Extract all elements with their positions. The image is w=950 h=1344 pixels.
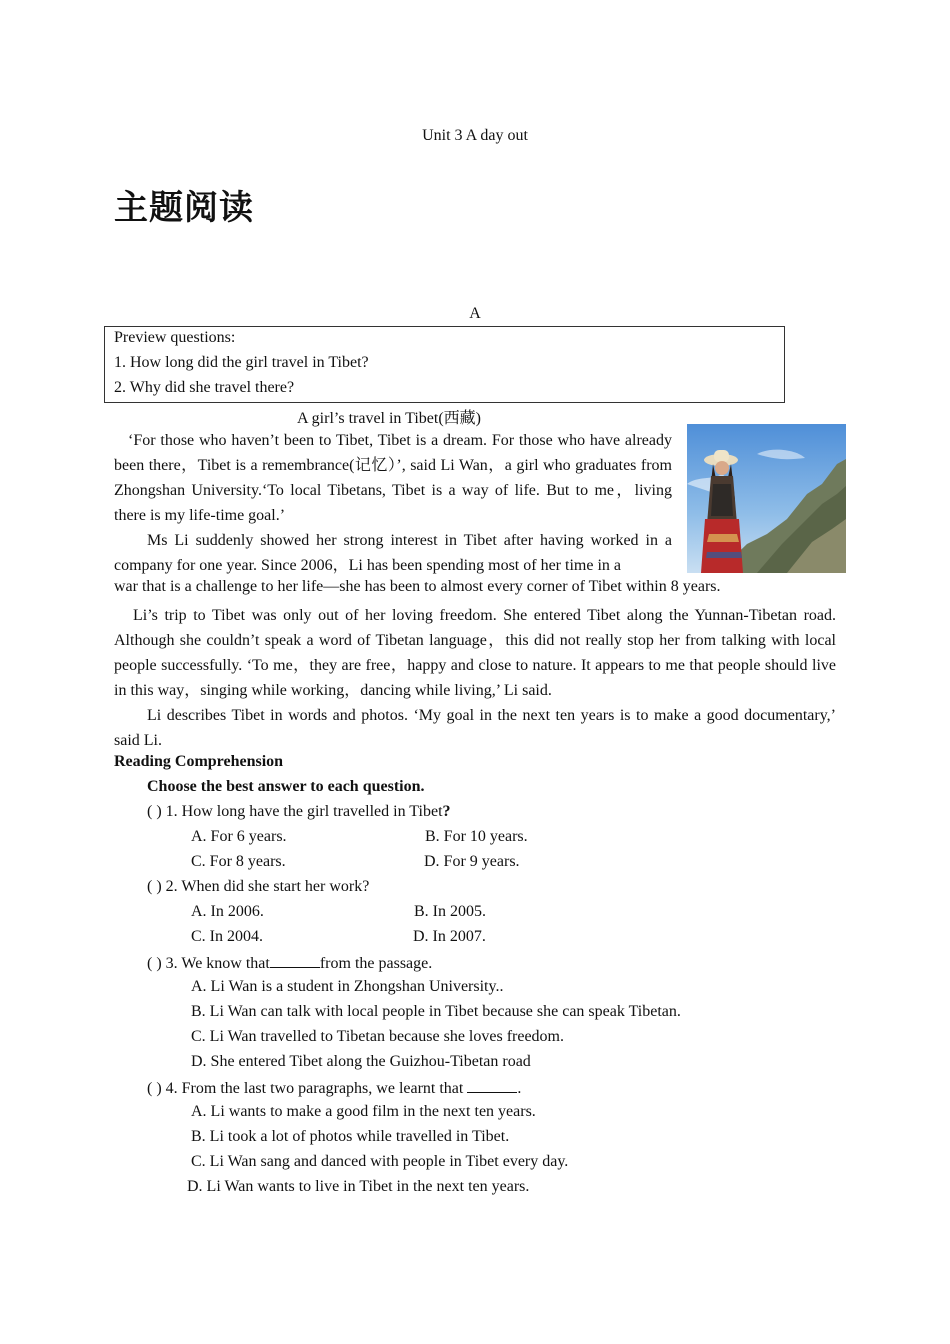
question-2-option-d: D. In 2007.: [413, 928, 486, 945]
question-3-stem-end: from the passage.: [319, 955, 433, 972]
question-2-option-a: A. In 2006.: [191, 903, 264, 920]
answer-blank: [270, 953, 320, 968]
preview-question-1: 1. How long did the girl travel in Tibet?: [114, 354, 369, 371]
question-4-stem-end: .: [517, 1080, 522, 1097]
question-2-stem: ( ) 2. When did she start her work?: [147, 878, 370, 895]
question-3-option-d: D. She entered Tibet along the Guizhou-Tibetan road: [191, 1053, 531, 1070]
question-4-option-b: B. Li took a lot of photos while travelled in Tibet.: [191, 1128, 510, 1145]
question-4-option-a: A. Li wants to make a good film in the next ten years.: [191, 1103, 536, 1120]
section-title: 主题阅读: [114, 188, 254, 228]
article-paragraph-4: Li describes Tibet in words and photos. ‘My goal in the next ten years is to make a good documentary,’ said Li.: [114, 707, 836, 749]
reading-comprehension-heading: Reading Comprehension: [114, 753, 284, 770]
photo-illustration: [687, 424, 846, 573]
question-3-option-b: B. Li Wan can talk with local people in Tibet because she can speak Tibetan.: [191, 1003, 681, 1020]
question-4: [147, 1078, 521, 1098]
question-3: [147, 953, 432, 973]
article-paragraph-2-end: war that is a challenge to her life—she has been to almost every corner of Tibet within 8 years.: [114, 578, 721, 595]
article-paragraph-1: ‘For those who haven’t been to Tibet, Tibet is a dream. For those who have already been there，Tibet is a remembrance(记忆）’, said Li Wan，a girl who graduates from Zhongshan University.‘To local Tibetans, Tibet is a way of life. But to me，living there is my life-time goal.’: [114, 432, 672, 524]
question-1-option-d: D. For 9 years.: [424, 853, 520, 870]
question-1: [147, 803, 451, 821]
question-3-option-a: A. Li Wan is a student in Zhongshan University..: [191, 978, 504, 995]
preview-title: Preview questions:: [114, 329, 236, 346]
question-4-option-c: C. Li Wan sang and danced with people in Tibet every day.: [191, 1153, 569, 1170]
question-4-stem-start: ( ) 4. From the last two paragraphs, we learnt that: [147, 1080, 464, 1097]
article-title: A girl’s travel in Tibet(西藏): [297, 410, 482, 427]
question-2-option-c: C. In 2004.: [191, 928, 263, 945]
question-4-option-d: D. Li Wan wants to live in Tibet in the next ten years.: [187, 1178, 530, 1195]
question-1-option-b: B. For 10 years.: [425, 828, 528, 845]
question-1-mark: ?: [442, 803, 451, 820]
article-paragraph-2: Ms Li suddenly showed her strong interest in Tibet after having worked in a company for one year. Since 2006，Li has been spending most of her time in a: [114, 532, 672, 574]
preview-questions-box: [104, 326, 785, 403]
article-paragraph-3: Li’s trip to Tibet was only out of her loving freedom. She entered Tibet along the Yunnan-Tibetan road. Although she couldn’t speak a word of Tibetan language，this did not really stop her from talking with local people successfully. ‘To me，they are free，happy and close to nature. It appears to me that people should live in this way，singing while working，dancing while living,’ Li said.: [114, 607, 836, 699]
question-2-option-b: B. In 2005.: [414, 903, 486, 920]
question-3-option-c: C. Li Wan travelled to Tibetan because she loves freedom.: [191, 1028, 564, 1045]
question-1-stem: ( ) 1. How long have the girl travelled in Tibet: [147, 803, 443, 820]
part-label: A: [469, 305, 481, 322]
answer-blank: [467, 1078, 517, 1093]
question-1-option-a: A. For 6 years.: [191, 828, 287, 845]
instruction: Choose the best answer to each question.: [147, 778, 425, 795]
preview-question-2: 2. Why did she travel there?: [114, 379, 295, 396]
unit-title: Unit 3 A day out: [422, 127, 528, 144]
question-3-stem-start: ( ) 3. We know that: [147, 955, 270, 972]
tibet-girl-photo: [687, 424, 846, 573]
question-1-option-c: C. For 8 years.: [191, 853, 286, 870]
